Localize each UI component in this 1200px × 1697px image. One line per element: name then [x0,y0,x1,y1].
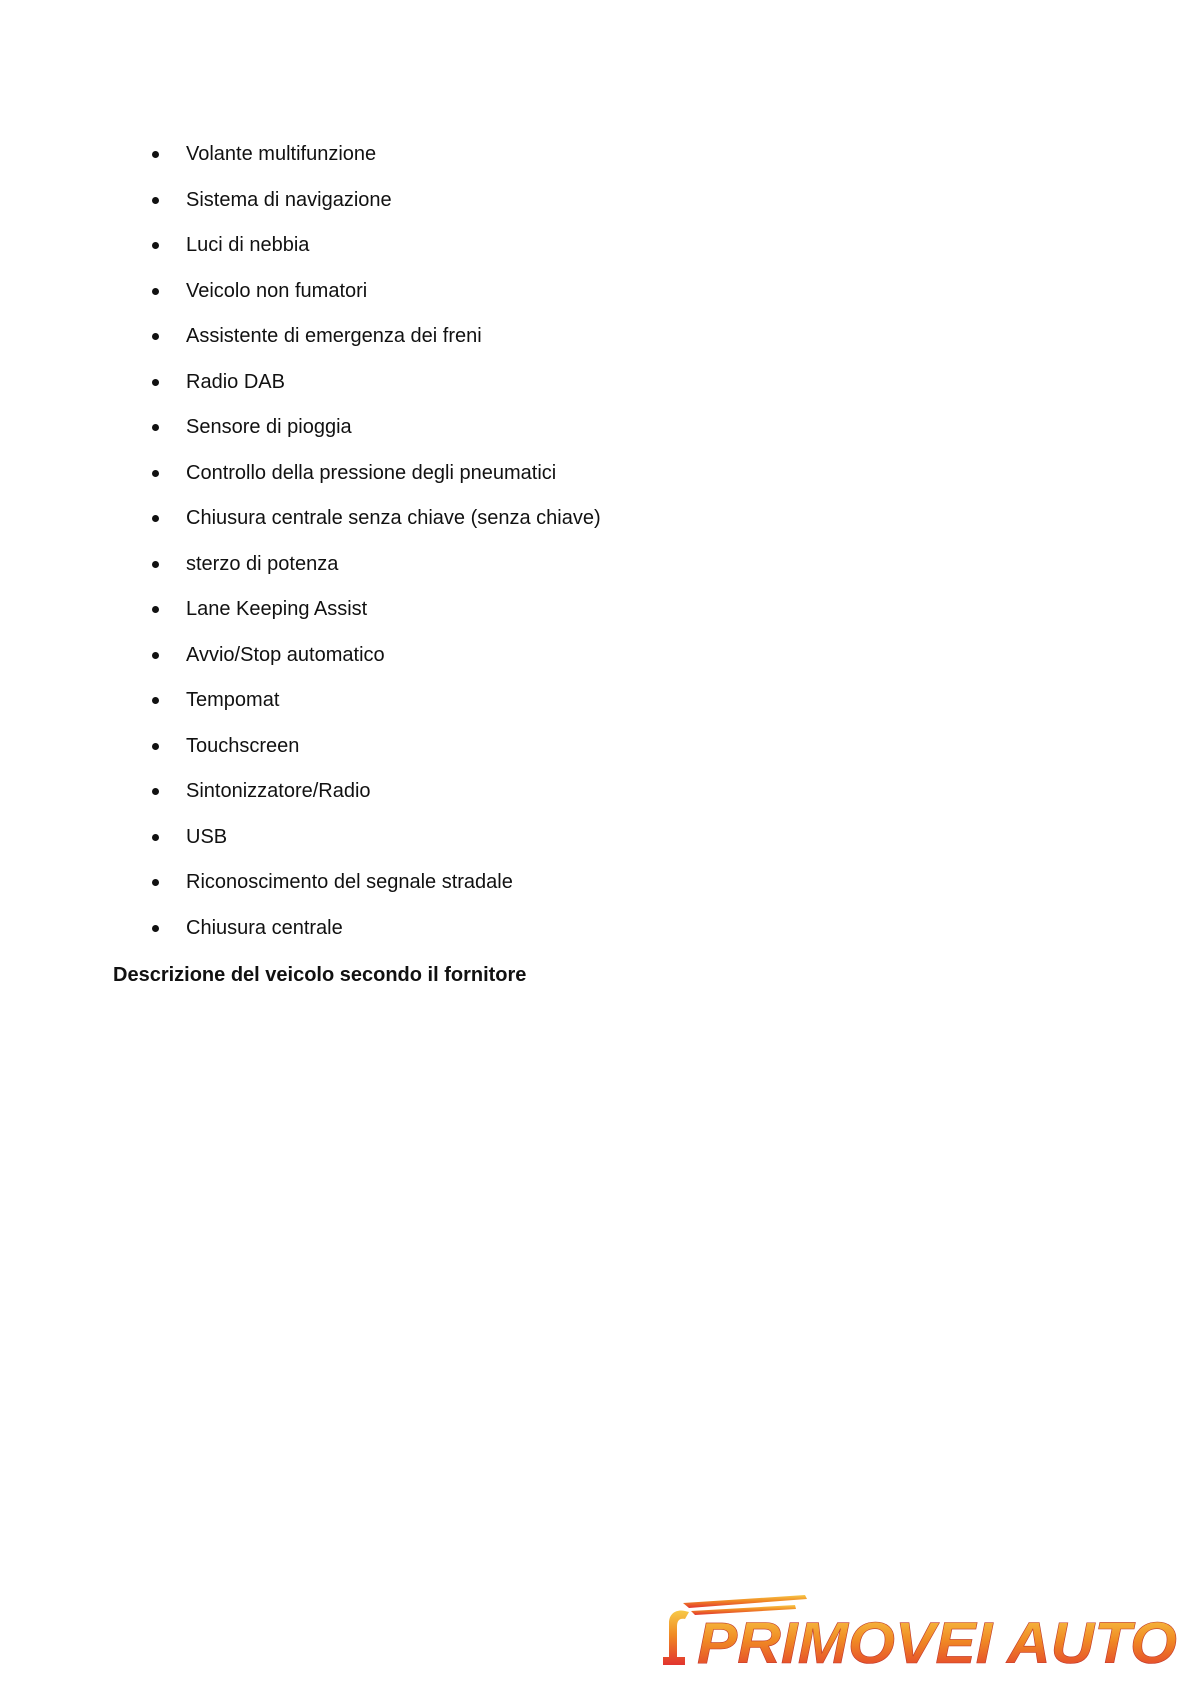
list-item [150,916,601,962]
list-item-text: USB [186,825,228,848]
list-item [150,279,601,325]
bullet-icon [152,197,159,204]
bullet-icon [152,652,159,659]
bullet-icon [152,561,159,568]
bullet-icon [152,242,159,249]
list-item-text: Sistema di navigazione [186,188,392,211]
list-item-text: Touchscreen [186,734,300,757]
bullet-icon [152,424,159,431]
list-item [150,461,601,507]
bullet-icon [152,470,159,477]
list-item [150,188,601,234]
bullet-icon [152,151,159,158]
logo-wordmark: PRIMOVEI AUTO [697,1611,1177,1675]
list-item [150,688,601,734]
list-item-text: Chiusura centrale senza chiave (senza chiave) [186,507,601,529]
list-item [150,779,601,825]
list-item-text: Avvio/Stop automatico [186,643,385,666]
feature-list [150,142,601,961]
bullet-icon [152,288,159,295]
list-item [150,506,601,552]
list-item-text: Chiusura centrale [186,916,343,939]
list-item [150,370,601,416]
list-item-text: Volante multifunzione [186,143,377,165]
list-item-text: Tempomat [186,689,280,711]
list-item-text: Riconoscimento del segnale stradale [186,871,513,893]
list-item [150,233,601,279]
list-item-text: Veicolo non fumatori [186,279,368,302]
list-item [150,142,601,188]
list-item [150,870,601,916]
list-item [150,734,601,780]
bullet-icon [152,379,159,386]
bullet-icon [152,879,159,886]
section-heading: Descrizione del veicolo secondo il fornitore [113,964,527,986]
bullet-icon [152,515,159,522]
list-item-text: Lane Keeping Assist [186,598,368,620]
list-item-text: Assistente di emergenza dei freni [186,325,482,347]
bullet-icon [152,834,159,841]
list-item [150,825,601,871]
bullet-icon [152,788,159,795]
list-item-text: Luci di nebbia [186,234,310,256]
list-item-text: Sintonizzatore/Radio [186,780,371,802]
bullet-icon [152,697,159,704]
list-item-text: Radio DAB [186,370,285,393]
bullet-icon [152,743,159,750]
list-item-text: sterzo di potenza [186,552,339,575]
bullet-icon [152,333,159,340]
list-item [150,415,601,461]
list-item [150,643,601,689]
primovei-auto-logo [655,1585,1185,1675]
list-item-text: Controllo della pressione degli pneumatici [186,461,557,484]
bullet-icon [152,606,159,613]
list-item [150,597,601,643]
list-item [150,324,601,370]
list-item-text: Sensore di pioggia [186,416,352,438]
bullet-icon [152,925,159,932]
list-item [150,552,601,598]
